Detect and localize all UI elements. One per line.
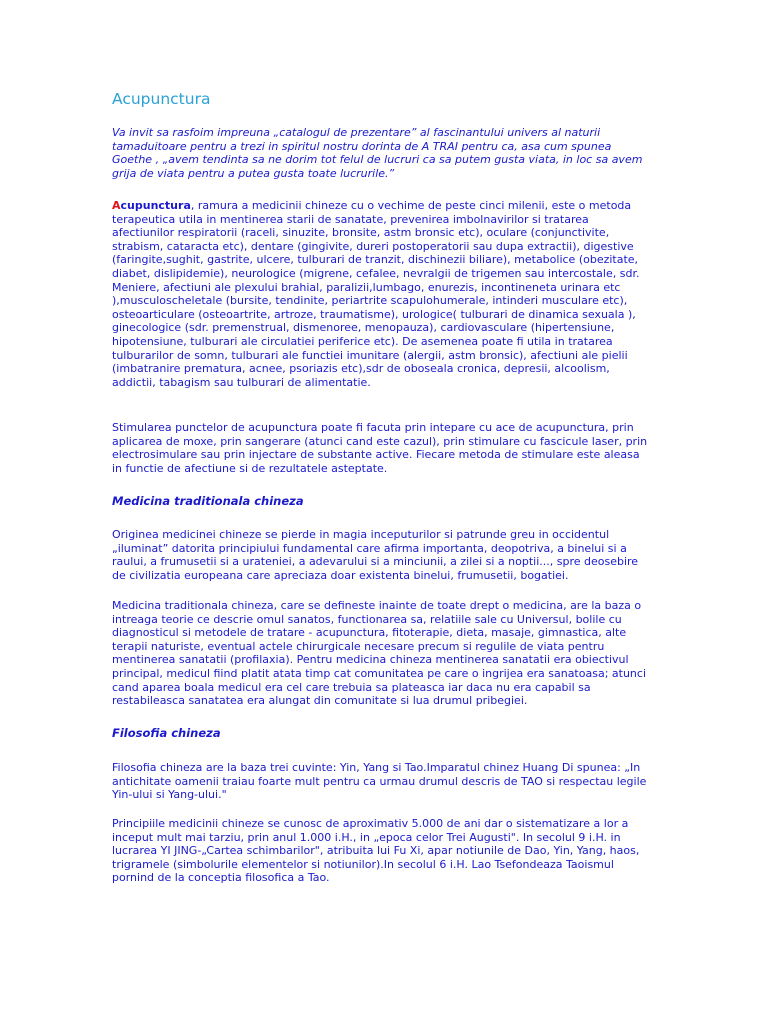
drop-letter: A [112,199,121,212]
medicina-paragraph: Medicina traditionala chineza, care se defineste inainte de toate drept o medicina, are la baza o intreaga teorie ce descrie omul sanatos, functionarea sa, relatiile sale cu Universul, bolile cu diagnosticul si metodele de tratare - acupunctura, fitoterapie, dieta, masaje, gimnastica, alte terapii naturiste, eventual actele chirurgicale necesare precum si regulile de viata pentru mentinerea sanatatii (profilaxia). Pentru medicina chineza mentinerea sanatatii era obiectivul principal, medicul fiind platit atata timp cat comunitatea pe care o ingrijea era sanatoasa; atunci cand aparea boala medicul era cel care trebuia sa plateasca iar daca nu era capabil sa restabileasca sanatatea era alungat din comunitate si lua drumul pribegiei. [112,599,646,708]
page-title: Acupunctura [112,90,211,108]
principles-paragraph: Principiile medicinii chineze se cunosc de aproximativ 5.000 de ani dar o sistematizare a lor a inceput mult mai tarziu, prin anul 1.000 i.H., in „epoca celor Trei Augusti". In secolul 9 i.H. in lucrarea YI JING-„Cartea schimbarilor", atribuita lui Fu Xi, apar notiunile de Dao, Yin, Yang, haos, trigramele (simbolurile elementelor si notiunilor).In secolul 6 i.H. Lao Tsefondeaza Taoismul pornind de la conceptia filosofica a Tao. [112,817,640,885]
term-bold: cupunctura [120,199,191,212]
heading-medicina: Medicina traditionala chineza [112,494,304,508]
origin-paragraph: Originea medicinei chineze se pierde in magia inceputurilor si patrunde greu in occidentul „iluminat” datorita principiului fundamental care afirma importanta, deopotriva, a binelui si a raului, a frumusetii si a urateniei, a adevarului si a minciunii, a zilei si a noptii..., spre deosebire de civilizatia europeana care apreciaza doar existenta binelui, frumusetii, bogatiei. [112,528,639,582]
intro-paragraph: Va invit sa rasfoim impreuna „catalogul de prezentare” al fascinantului univers al naturii tamaduitoare pentru a trezi in spiritul nostru dorinta de A TRAI pentru ca, asa cum spunea Goethe , „avem tendinta sa ne dorim tot felul de lucruri ca sa putem gusta viata, in loc sa avem grija de viata pentru a putea gusta toate lucrurile.” [112,126,643,180]
filosofia-paragraph: Filosofia chineza are la baza trei cuvinte: Yin, Yang si Tao.Imparatul chinez Huang Di spunea: „In antichitate oamenii traiau foarte mult pentru ca urmau drumul descris de TAO si respectau legile Yin-ului si Yang-ului." [112,761,647,802]
stimulation-paragraph: Stimularea punctelor de acupunctura poate fi facuta prin intepare cu ace de acupunctura, prin aplicarea de moxe, prin sangerare (atunci cand este cazul), prin stimulare cu fascicule laser, prin electrosimulare sau prin injectare de substante active. Fiecare metoda de stimulare este aleasa in functie de afectiune si de rezultatele asteptate. [112,421,648,475]
heading-filosofia: Filosofia chineza [112,726,221,740]
acupunctura-paragraph [112,199,652,389]
acupunctura-text: , ramura a medicinii chineze cu o vechime de peste cinci milenii, este o metoda terapeutica utila in mentinerea starii de sanatate, prevenirea imbolnavirilor si tratarea afectiunilor respiratorii (raceli, sinuzite, bronsite, astm bronsic etc), oculare (conjunctivite, strabism, cataracta etc), dentare (gingivite, dureri postoperatorii sau dupa extractii), digestive (faringite,sughit, gastrite, ulcere, tulburari de tranzit, dischinezii biliare), metabolice (obezitate, diabet, dislipidemie), neurologice (migrene, cefalee, nevralgii de trigemen sau intercostale, sdr. Meniere, afectiuni ale plexului brahial, paralizii,lumbago, enurezis, incontineneta urinara etc ),musculoscheletale (bursite, tendinite, periartrite scapulohumerale, intinderi musculare etc), osteoarticulare (osteoartrite, artroze, traumatisme), urologice( tulburari de dinamica sexuala ), ginecologice (sdr. premenstrual, dismenoree, menopauza), cardiovasculare (hipertensiune, hipotensiune, tulburari ale circulatiei periferice etc). De asemenea poate fi utila in tratarea tulburarilor de somn, tulburari ale functiei imunitare (alergii, astm bronsic), afectiuni ale pielii (imbatranire prematura, acnee, psoriazis etc),sdr de oboseala cronica, depresii, alcoolism, addictii, tabagism sau tulburari de alimentatie. [112,199,640,389]
